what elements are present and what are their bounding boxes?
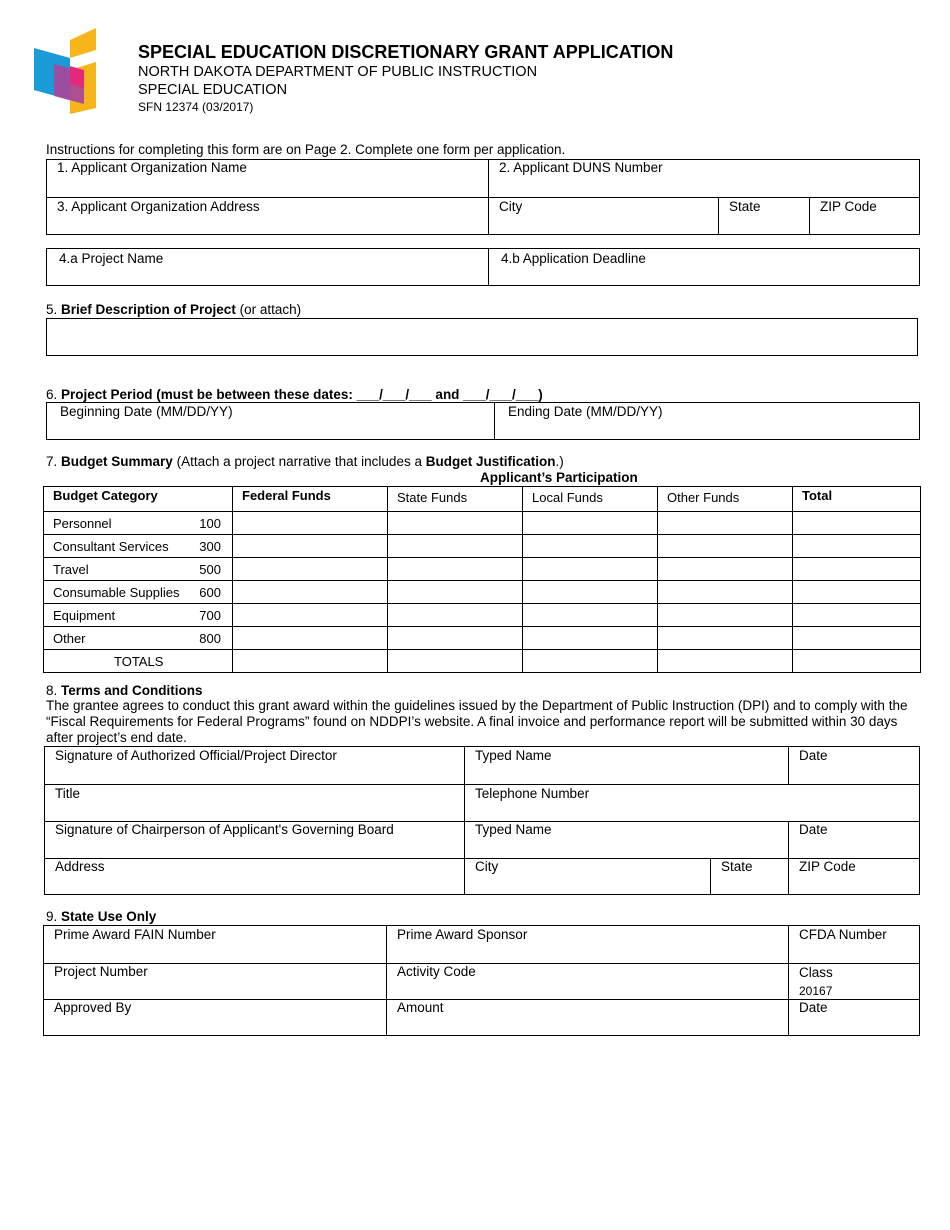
header-federal-funds: Federal Funds [233,487,388,512]
federal-funds-input[interactable] [233,535,388,558]
state-label: State [729,199,761,214]
category-code: 600 [199,584,221,600]
date-field-2[interactable] [788,821,919,858]
terms-text: The grantee agrees to conduct this grant award within the guidelines issued by the Department of Public Instruction (DPI) and to comply with the “Fiscal Requirements for Federal Programs” found on NDDPI’s website. A final invoice and performance report will be submitted within 30 days after project’s end date. [46,698,908,745]
other-funds-input[interactable] [658,558,793,581]
project-name-field[interactable] [47,249,488,285]
local-funds-total[interactable] [523,650,658,673]
budget-heading [46,454,564,469]
department-name: NORTH DAKOTA DEPARTMENT OF PUBLIC INSTRUCTION [138,64,538,80]
zip-field[interactable] [809,197,920,234]
project-number-field[interactable] [44,963,386,999]
board-address-label: Address [55,859,105,874]
board-city-label: City [475,859,499,874]
applicant-grid [46,159,920,235]
total-input[interactable] [793,604,921,627]
telephone-field[interactable] [464,784,919,821]
other-funds-input[interactable] [658,512,793,535]
local-funds-input[interactable] [523,581,658,604]
activity-code-field[interactable] [386,963,788,999]
date-field-1[interactable] [788,747,919,784]
board-address-field[interactable] [45,858,464,895]
category-name: Travel [53,561,89,577]
description-note: (or attach) [239,302,302,317]
category-code: 500 [199,561,221,577]
local-funds-input[interactable] [523,535,658,558]
state-date-field[interactable] [788,999,919,1035]
typed-name-field-2[interactable] [464,821,788,858]
budget-row-equipment [44,604,921,627]
local-funds-input[interactable] [523,558,658,581]
period-heading [46,387,543,402]
org-name-field[interactable] [47,160,488,197]
budget-category-cell [44,512,233,535]
chair-signature-field[interactable] [45,821,464,858]
other-funds-input[interactable] [658,627,793,650]
state-use-title: State Use Only [61,909,157,924]
state-use-number: 9. [46,909,58,924]
header-local-funds: Local Funds [523,487,658,512]
description-heading [46,302,301,317]
state-funds-total[interactable] [388,650,523,673]
form-number: SFN 12374 (03/2017) [138,100,254,114]
category-name: Other [53,630,86,646]
signature-grid [44,746,920,895]
budget-note-bold: Budget Justification [425,454,556,469]
local-funds-input[interactable] [523,604,658,627]
category-name: Consumable Supplies [53,584,180,600]
period-grid [46,402,920,440]
official-signature-label: Signature of Authorized Official/Project Director [55,748,337,763]
budget-row-other [44,627,921,650]
state-funds-input[interactable] [388,512,523,535]
total-input[interactable] [793,535,921,558]
cfda-field[interactable] [788,926,919,963]
board-state-label: State [721,859,753,874]
state-funds-input[interactable] [388,535,523,558]
division-name: SPECIAL EDUCATION [138,82,288,98]
activity-code-label: Activity Code [397,964,476,979]
board-city-field[interactable] [464,858,710,895]
category-code: 800 [199,630,221,646]
header-total: Total [793,487,921,512]
category-name: Consultant Services [53,538,169,554]
category-code: 300 [199,538,221,554]
state-date-label: Date [799,1000,828,1015]
category-name: Personnel [53,515,112,531]
description-number: 5. [46,302,58,317]
state-use-grid [43,925,920,1036]
instructions-text: Instructions for completing this form are on Page 2. Complete one form per application. [46,142,566,157]
category-code: 700 [199,607,221,623]
federal-funds-input[interactable] [233,581,388,604]
period-title: Project Period (must be between these dates: ___/___/___ and ___/___/___) [61,387,543,402]
budget-row-totals [44,650,921,673]
typed-name-field-1[interactable] [464,747,788,784]
deadline-field[interactable] [488,249,920,285]
description-title: Brief Description of Project [61,302,236,317]
other-funds-input[interactable] [658,535,793,558]
state-funds-input[interactable] [388,558,523,581]
header-other-funds: Other Funds [658,487,793,512]
title-field[interactable] [45,784,464,821]
typed-name-label-1: Typed Name [475,748,552,763]
duns-field[interactable] [488,160,920,197]
budget-category-cell [44,604,233,627]
local-funds-input[interactable] [523,512,658,535]
budget-number: 7. [46,454,58,469]
sponsor-field[interactable] [386,926,788,963]
budget-category-cell [44,627,233,650]
budget-row-supplies [44,581,921,604]
category-code: 100 [199,515,221,531]
other-funds-total[interactable] [658,650,793,673]
federal-funds-input[interactable] [233,604,388,627]
header-budget-category: Budget Category [44,487,233,512]
description-field[interactable] [46,318,918,356]
budget-row-personnel [44,512,921,535]
sponsor-label: Prime Award Sponsor [397,927,528,942]
budget-category-cell [44,581,233,604]
class-label: Class [799,965,833,980]
other-funds-input[interactable] [658,604,793,627]
federal-funds-input[interactable] [233,558,388,581]
federal-funds-input[interactable] [233,627,388,650]
ndpi-logo [30,28,100,114]
org-name-label: 1. Applicant Organization Name [57,160,247,175]
budget-category-cell [44,558,233,581]
zip-label: ZIP Code [820,199,877,214]
total-input[interactable] [793,627,921,650]
fain-label: Prime Award FAIN Number [54,927,216,942]
project-name-label: 4.a Project Name [59,251,164,266]
total-input[interactable] [793,512,921,535]
grand-total[interactable] [793,650,921,673]
board-zip-label: ZIP Code [799,859,856,874]
budget-header-row [44,487,921,512]
budget-title: Budget Summary [61,454,173,469]
board-state-field[interactable] [710,858,788,895]
other-funds-input[interactable] [658,581,793,604]
budget-note-pre: (Attach a project narrative that includes a [176,454,422,469]
fain-field[interactable] [44,926,386,963]
federal-funds-total[interactable] [233,650,388,673]
chair-signature-label: Signature of Chairperson of Applicant's Governing Board [55,822,394,837]
end-date-field[interactable] [494,403,920,439]
amount-field[interactable] [386,999,788,1035]
begin-date-label: Beginning Date (MM/DD/YY) [60,404,233,419]
form-title: SPECIAL EDUCATION DISCRETIONARY GRANT APPLICATION [138,42,674,62]
budget-table [43,486,921,673]
date-label-1: Date [799,748,828,763]
budget-row-consultant [44,535,921,558]
project-number-label: Project Number [54,964,148,979]
approved-by-field[interactable] [44,999,386,1035]
budget-row-travel [44,558,921,581]
state-field[interactable] [718,197,809,234]
state-funds-input[interactable] [388,604,523,627]
telephone-label: Telephone Number [475,786,590,801]
state-use-heading [46,909,156,924]
participation-heading: Applicant’s Participation [480,470,638,485]
category-name: Equipment [53,607,116,623]
board-zip-field[interactable] [788,858,919,895]
deadline-label: 4.b Application Deadline [501,251,646,266]
budget-note-post: .) [555,454,564,469]
state-funds-input[interactable] [388,581,523,604]
city-field[interactable] [488,197,718,234]
address-field[interactable] [47,197,488,234]
total-input[interactable] [793,581,921,604]
class-value: 20167 [799,984,833,998]
class-field[interactable] [788,963,919,999]
period-number: 6. [46,387,58,402]
header-state-funds: State Funds [388,487,523,512]
cfda-label: CFDA Number [799,927,887,942]
state-funds-input[interactable] [388,627,523,650]
local-funds-input[interactable] [523,627,658,650]
logo-yellow-shape [70,28,96,58]
duns-label: 2. Applicant DUNS Number [499,160,663,175]
federal-funds-input[interactable] [233,512,388,535]
address-label: 3. Applicant Organization Address [57,199,260,214]
title-label: Title [55,786,81,801]
budget-category-cell [44,535,233,558]
terms-title: Terms and Conditions [61,683,203,698]
typed-name-label-2: Typed Name [475,822,552,837]
total-input[interactable] [793,558,921,581]
date-label-2: Date [799,822,828,837]
end-date-label: Ending Date (MM/DD/YY) [508,404,663,419]
terms-number: 8. [46,683,58,698]
terms-heading [46,683,203,698]
begin-date-field[interactable] [47,403,494,439]
city-label: City [499,199,523,214]
project-grid [46,248,920,286]
approved-by-label: Approved By [54,1000,132,1015]
official-signature-field[interactable] [45,747,464,784]
amount-label: Amount [397,1000,444,1015]
totals-label: TOTALS [44,650,233,673]
